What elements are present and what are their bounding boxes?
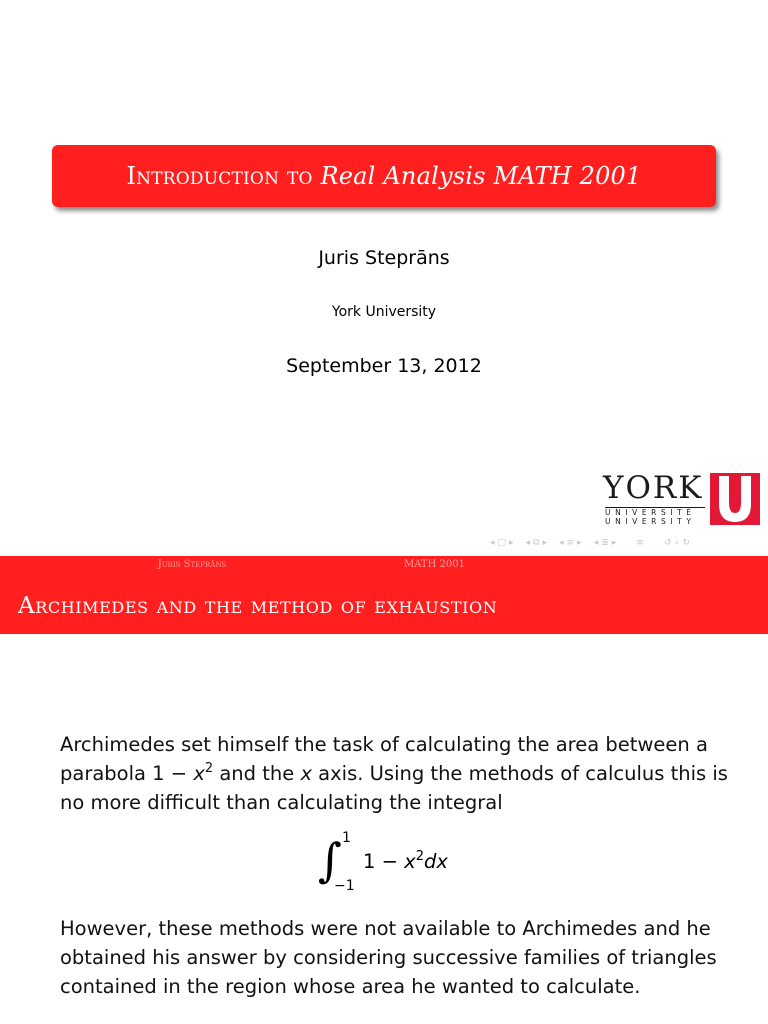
presentation-date: September 13, 2012 xyxy=(286,355,482,377)
slide-footline xyxy=(0,556,768,573)
integrand-variable: x xyxy=(404,850,416,873)
nav-section-icon[interactable]: ≣ xyxy=(601,538,609,548)
author-name: Juris Steprāns xyxy=(318,247,450,269)
integral-upper-limit: 1 xyxy=(342,830,351,846)
institute-name: York University xyxy=(331,304,437,320)
logo-line-fr: UNIVERSITÉ xyxy=(605,508,696,517)
nav-prev-section-icon[interactable]: ◂ xyxy=(593,538,599,548)
presentation-title xyxy=(126,162,641,190)
nav-slide-icon[interactable]: □ xyxy=(497,538,507,548)
title-prefix: Introduction to xyxy=(126,162,313,190)
nav-prev-slide-icon[interactable]: ◂ xyxy=(490,538,495,548)
nav-subsection-icon[interactable]: ≡ xyxy=(566,538,575,548)
nav-next-frame-icon[interactable]: ▸ xyxy=(542,538,548,548)
nav-frame-icon[interactable]: ⧉ xyxy=(533,538,540,548)
nav-forward-icon[interactable]: ↻ xyxy=(682,538,690,548)
title-course: Real Analysis MATH 2001 xyxy=(320,162,642,190)
presentation-title-box xyxy=(52,145,716,207)
nav-align-icon[interactable]: ≡ xyxy=(636,538,644,548)
logo-wordmark: YORK xyxy=(603,470,704,506)
integrand-constant: 1 − xyxy=(363,850,405,873)
p1-var-x: x xyxy=(193,762,205,785)
p1-text-2: and the xyxy=(213,762,301,785)
paragraph-intro xyxy=(60,730,740,817)
frame-title-bar xyxy=(0,573,768,634)
integral-formula xyxy=(318,830,478,900)
logo-line-en: UNIVERSITY xyxy=(605,517,696,526)
nav-prev-frame-icon[interactable]: ◂ xyxy=(525,538,531,548)
nav-back-icon[interactable]: ↺ xyxy=(663,538,672,548)
p1-var-x-axis: x xyxy=(300,762,312,785)
integral-sign: ∫ xyxy=(318,833,342,887)
integrand-exponent: 2 xyxy=(415,849,424,864)
logo-u-mark xyxy=(710,473,760,525)
nav-next-slide-icon[interactable]: ▸ xyxy=(509,538,514,548)
integrand-differential: dx xyxy=(423,850,448,873)
footline-author: Juris Steprāns xyxy=(157,559,227,570)
p1-text-3: axis. Using the methods of calculus this is no more difficult than calculating the integral xyxy=(60,762,728,814)
p1-exponent: 2 xyxy=(204,761,214,776)
nav-next-subsection-icon[interactable]: ▸ xyxy=(577,538,582,548)
nav-next-section-icon[interactable]: ▸ xyxy=(611,538,617,548)
nav-search-icon[interactable]: ⌕ xyxy=(674,538,680,548)
integral-lower-limit: −1 xyxy=(334,878,355,894)
york-university-logo xyxy=(603,470,763,526)
nav-prev-subsection-icon[interactable]: ◂ xyxy=(559,538,564,548)
beamer-navigation-bar xyxy=(490,536,765,550)
footline-title: MATH 2001 xyxy=(404,559,465,570)
logo-u-icon xyxy=(710,473,760,525)
integrand xyxy=(363,850,448,873)
frame-title: Archimedes and the method of exhaustion xyxy=(18,593,498,619)
paragraph-conclusion: However, these methods were not available to Archimedes and he obtained his answer by considering successive families of triangles contained in the region whose area he wanted to calculate. xyxy=(60,917,717,998)
p1-text-1: Archimedes set himself the task of calculating the area between a parabola 1 − xyxy=(60,733,708,785)
